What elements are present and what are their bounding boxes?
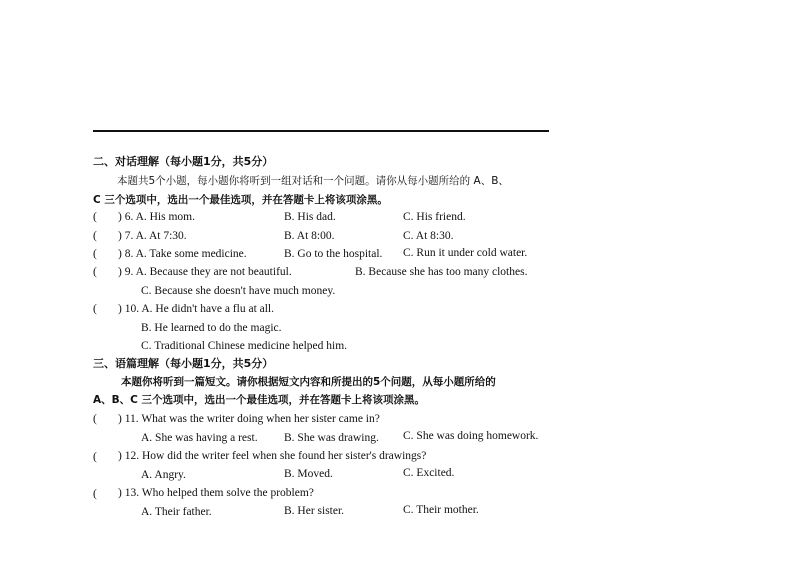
question-11-option-b: B. She was drawing. — [284, 432, 379, 444]
question-8-option-b: B. Go to the hospital. — [284, 248, 383, 260]
answer-paren: ( — [93, 230, 97, 242]
question-7-option-a: ) 7. A. At 7:30. — [118, 230, 187, 242]
question-10-option-a: ) 10. A. He didn't have a flu at all. — [118, 303, 275, 315]
answer-paren: ( — [93, 211, 97, 223]
section-2-instructions-line1: 本题共5个小题，每小题你将听到一组对话和一个问题。请你从每小题所给的 A、B、 — [117, 175, 509, 187]
answer-paren: ( — [93, 248, 97, 260]
answer-paren: ( — [93, 451, 97, 463]
question-12-option-c: C. Excited. — [403, 467, 455, 479]
question-9-option-b: B. Because she has too many clothes. — [355, 266, 528, 278]
question-7-option-b: B. At 8:00. — [284, 230, 335, 242]
section-3-instructions-line1: 本题你将听到一篇短文。请你根据短文内容和所提出的5个问题，从每小题所给的 — [121, 376, 496, 388]
question-6-option-a: ) 6. A. His mom. — [118, 211, 195, 223]
answer-paren: ( — [93, 413, 97, 425]
question-8-option-a: ) 8. A. Take some medicine. — [118, 248, 247, 260]
question-12-stem: ) 12. How did the writer feel when she found her sister's drawings? — [118, 450, 427, 462]
question-11-option-a: A. She was having a rest. — [141, 432, 258, 444]
question-10-option-c: C. Traditional Chinese medicine helped him. — [141, 340, 348, 352]
question-13-stem: ) 13. Who helped them solve the problem? — [118, 487, 314, 499]
question-6-option-c: C. His friend. — [403, 211, 466, 223]
question-11-option-c: C. She was doing homework. — [403, 430, 539, 442]
question-9-option-a: ) 9. A. Because they are not beautiful. — [118, 266, 292, 278]
question-13-option-a: A. Their father. — [141, 506, 212, 518]
question-6-option-b: B. His dad. — [284, 211, 336, 223]
question-8-option-c: C. Run it under cold water. — [403, 247, 528, 259]
section-3-heading: 三、语篇理解（每小题1分，共5分） — [93, 357, 274, 370]
section-2-instructions-line2: C 三个选项中，选出一个最佳选项，并在答题卡上将该项涂黑。 — [93, 194, 388, 206]
header-divider-line — [93, 130, 549, 132]
question-13-option-b: B. Her sister. — [284, 505, 345, 517]
answer-paren: ( — [93, 266, 97, 278]
question-13-option-c: C. Their mother. — [403, 504, 479, 516]
section-2-heading: 二、对话理解（每小题1分，共5分） — [93, 155, 274, 168]
question-12-option-b: B. Moved. — [284, 468, 333, 480]
answer-paren: ( — [93, 488, 97, 500]
question-7-option-c: C. At 8:30. — [403, 230, 454, 242]
question-11-stem: ) 11. What was the writer doing when her sister came in? — [118, 413, 380, 425]
answer-paren: ( — [93, 303, 97, 315]
question-12-option-a: A. Angry. — [141, 469, 186, 481]
question-10-option-b: B. He learned to do the magic. — [141, 322, 282, 334]
section-3-instructions-line2: A、B、C 三个选项中，选出一个最佳选项，并在答题卡上将该项涂黑。 — [93, 394, 425, 406]
question-9-option-c: C. Because she doesn't have much money. — [141, 285, 336, 297]
